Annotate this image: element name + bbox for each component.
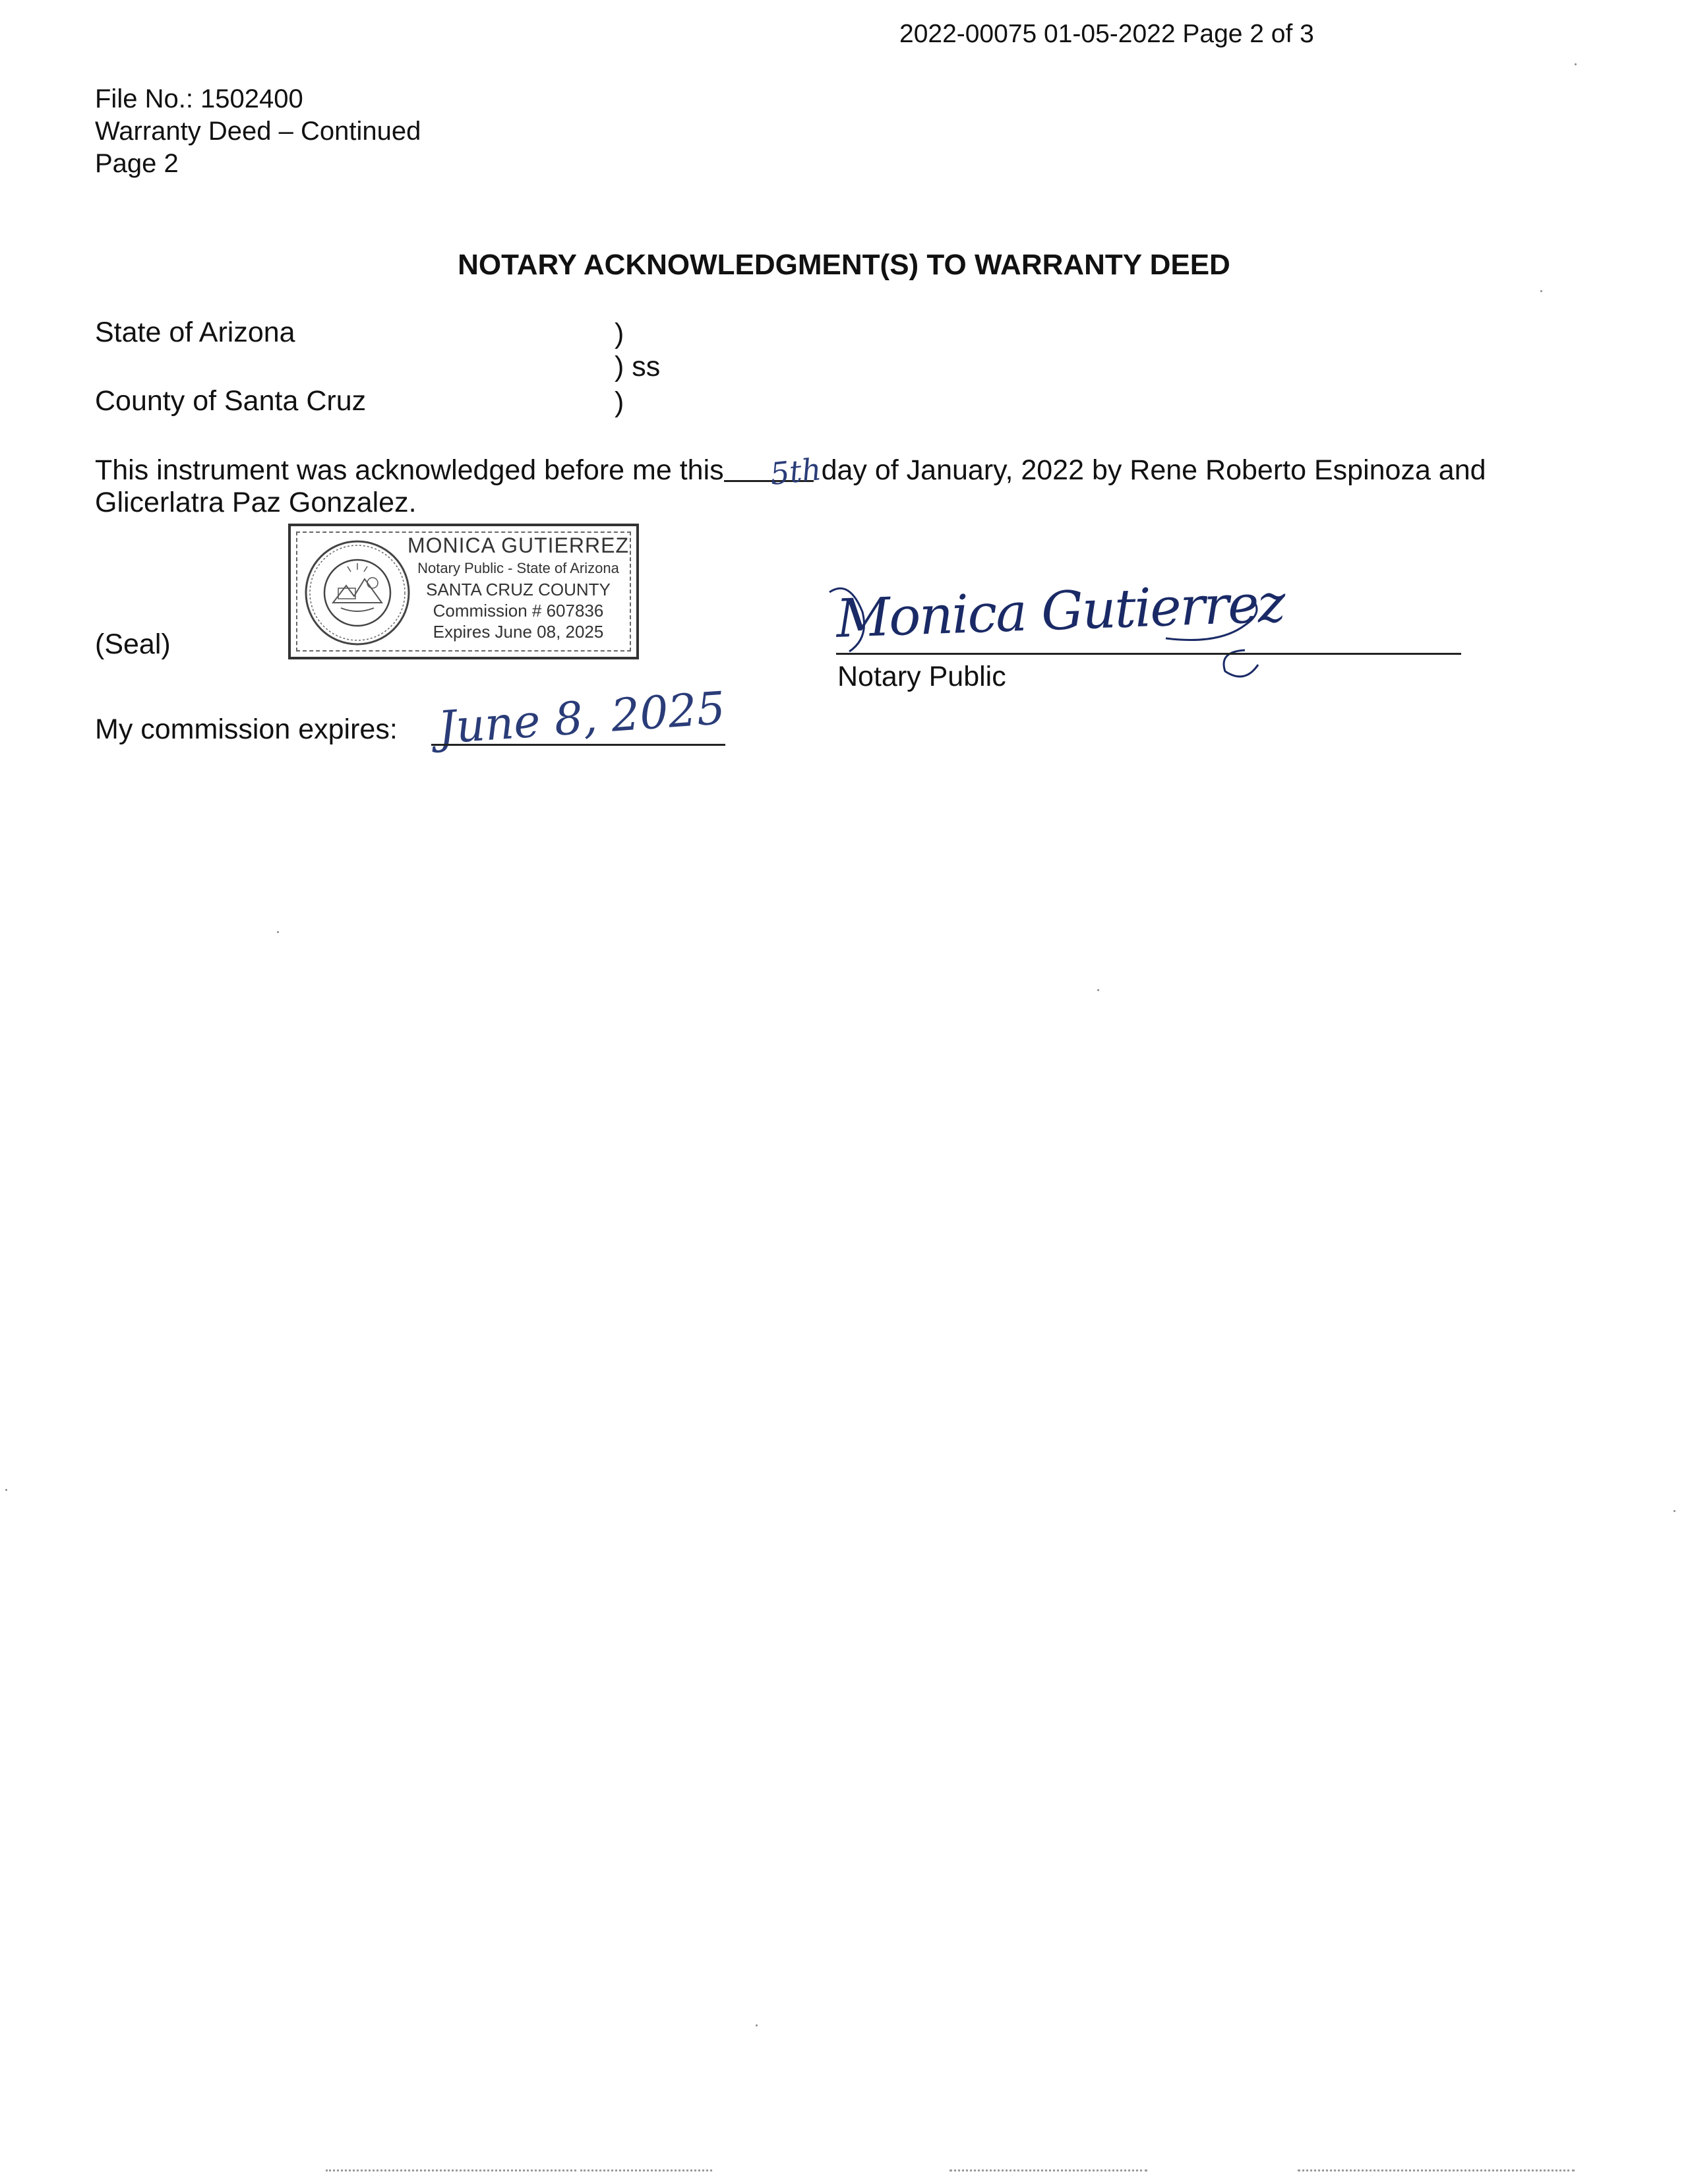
arizona-state-seal-icon — [301, 537, 413, 649]
scan-speck — [1097, 989, 1099, 991]
stamp-commission-number: Commission # 607836 — [433, 601, 604, 621]
scan-artifact-line — [326, 2169, 576, 2173]
stamp-expiration: Expires June 08, 2025 — [433, 622, 604, 642]
commission-expires-line — [431, 744, 725, 746]
scan-speck — [5, 1489, 7, 1491]
venue-county: County of Santa Cruz — [95, 385, 367, 417]
stamp-notary-name: MONICA GUTIERREZ — [407, 533, 629, 557]
document-continuation: Warranty Deed – Continued — [95, 117, 421, 146]
venue-bracket-ss: ) ss — [615, 351, 661, 382]
signature-line — [836, 653, 1461, 655]
venue-bracket-bottom: ) — [615, 386, 624, 418]
page-label: Page 2 — [95, 149, 179, 178]
file-header — [95, 83, 421, 180]
recording-number: 2022-00075 01-05-2022 Page 2 of 3 — [899, 20, 1314, 48]
scan-speck — [1540, 290, 1542, 292]
stamp-text — [403, 533, 634, 642]
scan-artifact-line — [950, 2169, 1147, 2173]
scan-speck — [1673, 1510, 1675, 1512]
scan-speck — [277, 931, 279, 933]
stamp-county: SANTA CRUZ COUNTY — [426, 580, 611, 599]
seal-label: (Seal) — [95, 628, 171, 660]
commission-expires-label: My commission expires: — [95, 713, 398, 745]
venue-state: State of Arizona — [95, 317, 295, 348]
handwritten-expiration-date: June 8, 2025 — [436, 682, 727, 755]
acknowledgment-suffix: day of January, 2022 by Rene Roberto Espinoza and — [813, 454, 1486, 486]
notary-signature: Monica Gutierrez — [835, 572, 1286, 650]
scan-artifact-line — [1298, 2169, 1575, 2173]
document-title: NOTARY ACKNOWLEDGMENT(S) TO WARRANTY DEED — [458, 249, 1230, 281]
notary-stamp — [288, 524, 639, 659]
acknowledgment-prefix: This instrument was acknowledged before me this — [95, 454, 724, 486]
scan-artifact-line — [580, 2169, 712, 2173]
scan-speck — [1575, 63, 1577, 65]
file-number: File No.: 1502400 — [95, 84, 303, 113]
notary-public-label: Notary Public — [837, 661, 1006, 692]
handwritten-day: 5th — [768, 451, 824, 492]
acknowledgment-line-2: Glicerlatra Paz Gonzalez. — [95, 487, 417, 518]
scan-speck — [756, 2024, 758, 2026]
stamp-notary-title: Notary Public - State of Arizona — [417, 560, 619, 576]
venue-bracket-top: ) — [615, 318, 624, 349]
